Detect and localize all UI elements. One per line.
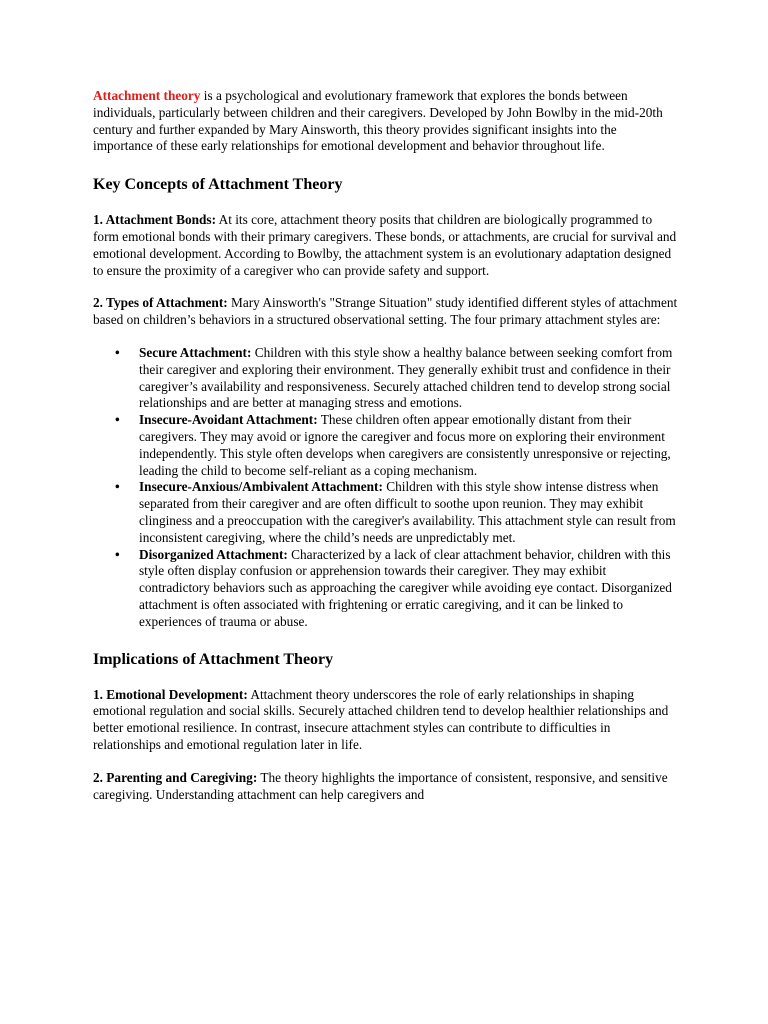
- style-label: Insecure-Anxious/Ambivalent Attachment:: [139, 479, 383, 495]
- style-label: Secure Attachment:: [139, 344, 252, 360]
- style-text: Children with this style show a healthy balance between seeking comfort from their caregiver and exploring their environment. They generally exhibit trust and confidence in their caregiver’s availability and responsiveness. Securely attached children tend to develop strong social relationships and are better at managing stress and emotions.: [139, 344, 673, 411]
- implication-emotional-development: [93, 687, 678, 754]
- bullet-icon: •: [115, 412, 120, 428]
- style-text: These children often appear emotionally distant from their caregivers. They may avoid or ignore the caregiver and focus more on exploring their environment independently. This style often develops when caregivers are consistently unresponsive or rejecting, leading the child to become self-reliant as a coping mechanism.: [139, 412, 671, 478]
- style-text: Children with this style show intense distress when separated from their caregiver and are often difficult to soothe upon reunion. They may exhibit clinginess and a preoccupation with the caregiver's availability. This attachment style can result from inconsistent caregiving, where the child’s needs are unpredictably met.: [139, 479, 676, 545]
- concept-label: 1. Attachment Bonds:: [93, 212, 217, 228]
- implication-parenting-caregiving: [93, 770, 678, 804]
- implication-text: Attachment theory underscores the role of early relationships in shaping emotional regulation and social skills. Securely attached children tend to develop healthier relationships and better emotional resilience. In contrast, insecure attachment styles can contribute to difficulties in relationships and emotional regulation later in life.: [93, 686, 669, 752]
- intro-paragraph: [93, 88, 678, 155]
- intro-text: is a psychological and evolutionary framework that explores the bonds between individuals, particularly between children and their caregivers. Developed by John Bowlby in the mid-20th century and further expanded by Mary Ainsworth, this theory provides significant insights into the importance of these early relationships for emotional development and behavior throughout life.: [93, 88, 663, 154]
- concept-attachment-bonds: [93, 212, 678, 279]
- style-label: Disorganized Attachment:: [139, 546, 288, 562]
- implication-label: 1. Emotional Development:: [93, 686, 248, 702]
- bullet-icon: •: [115, 479, 120, 495]
- list-item-secure: [115, 344, 678, 412]
- document-page: [93, 88, 678, 819]
- concept-text: Mary Ainsworth's "Strange Situation" study identified different styles of attachment based on children’s behaviors in a structured observational setting. The four primary attachment styles are:: [93, 295, 678, 328]
- bullet-icon: •: [115, 546, 120, 562]
- attachment-styles-list: [93, 345, 678, 631]
- list-item-insecure-avoidant: [115, 412, 678, 479]
- intro-highlight: Attachment theory: [93, 88, 201, 103]
- section-heading-key-concepts: Key Concepts of Attachment Theory: [93, 176, 343, 194]
- implication-label: 2. Parenting and Caregiving:: [93, 769, 258, 785]
- list-item-insecure-anxious: [115, 479, 678, 546]
- bullet-icon: •: [115, 344, 120, 360]
- section-heading-implications: Implications of Attachment Theory: [93, 650, 334, 668]
- concept-label: 2. Types of Attachment:: [93, 295, 228, 311]
- concept-types-of-attachment: [93, 295, 678, 329]
- list-item-disorganized: [115, 546, 678, 631]
- style-label: Insecure-Avoidant Attachment:: [139, 412, 318, 428]
- concept-text: At its core, attachment theory posits that children are biologically programmed to form emotional bonds with their primary caregivers. These bonds, or attachments, are crucial for survival and emotional development. According to Bowlby, the attachment system is an evolutionary adaptation designed to ensure the proximity of a caregiver who can provide safety and support.: [93, 212, 677, 278]
- style-text: Characterized by a lack of clear attachment behavior, children with this style often display confusion or apprehension towards their caregiver. They may exhibit contradictory behaviors such as approaching the caregiver while avoiding eye contact. Disorganized attachment is often associated with frightening or erratic caregiving, and it can be linked to experiences of trauma or abuse.: [139, 546, 672, 629]
- implication-text: The theory highlights the importance of consistent, responsive, and sensitive caregiving. Understanding attachment can help caregivers and: [93, 769, 668, 802]
